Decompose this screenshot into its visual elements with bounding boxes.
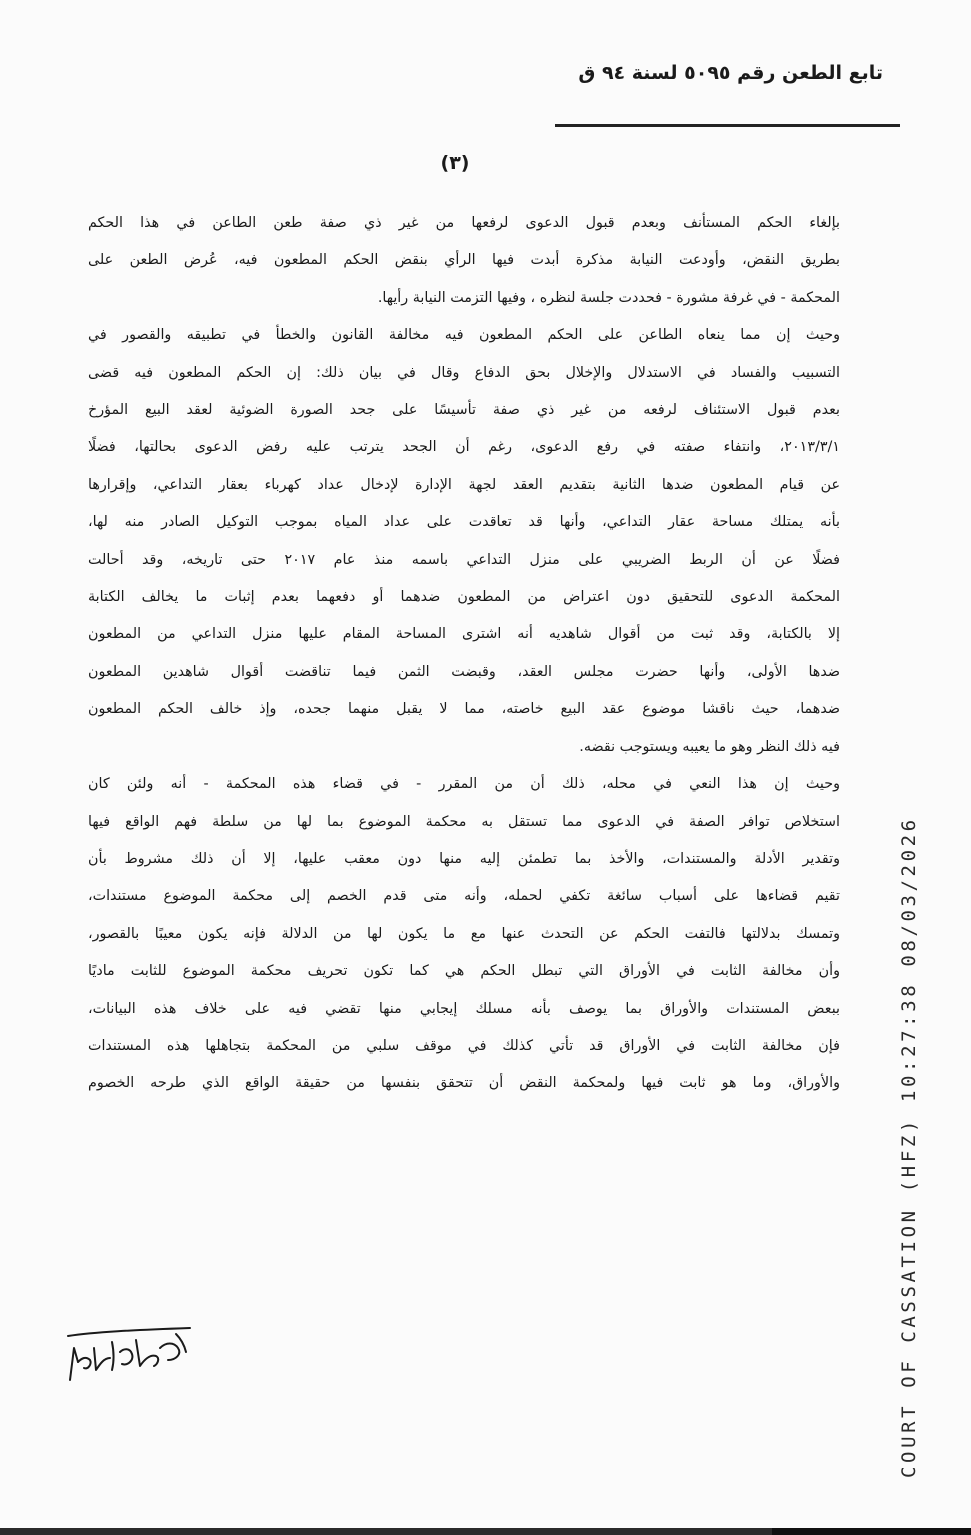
text-line: وأن مخالفة الثابت في الأوراق التي تبطل الحكم هي كما تكون تحريف محكمة الموضوع للثابت ماديًا (88, 963, 840, 980)
text-line: فإن مخالفة الثابت في الأوراق قد تأتي كذلك في موقف سلبي من المحكمة بتجاهلها هذه المستندات (88, 1037, 840, 1054)
text-line: ضدها الأولى، وأنها حضرت مجلس العقد، وقبضت الثمن فيما تناقضت أقوال شاهدين المطعون (88, 663, 840, 680)
text-line: فضلًا عن أن الربط الضريبي على منزل التداعي باسمه منذ عام ٢٠١٧ حتى تاريخه، وقد أحالت (88, 551, 840, 568)
text-line: ببعض المستندات والأوراق بما يوصف بأنه مسلك إيجابي منها تقضي فيه على خلاف هذه البيانات، (88, 1000, 840, 1017)
header-underline (555, 124, 900, 127)
text-line: وتقدير الأدلة والمستندات، والأخذ بما تطمئن إليه منها دون معقب عليها، إلا أن ذلك مشروط بأن (88, 850, 840, 867)
bottom-edge-bar (0, 1528, 971, 1535)
text-line: وحيث إن مما ينعاه الطاعن على الحكم المطعون فيه مخالفة القانون والخطأ في تطبيقه والقصور في (88, 327, 840, 344)
page-number: (٣) (440, 152, 470, 174)
text-line: عن قيام المطعون ضدها الثانية بتقديم العقد لجهة الإدارة لإدخال عداد كهرباء بعقار التداعي، وإقرارها (88, 476, 840, 493)
text-line: المحكمة الدعوى للتحقيق دون اعتراض من المطعون ضدهما أو دفعهما بعدم إثبات ما يخالف الكتابة (88, 589, 840, 606)
text-line: التسبيب والفساد في الاستدلال والإخلال بحق الدفاع وقال في بيان ذلك: إن الحكم المطعون فيه قضى (88, 364, 840, 381)
text-line: فيه ذلك النظر وهو ما يعيبه ويستوجب نقضه. (579, 738, 840, 755)
case-reference-header: تابع الطعن رقم ٥٠٩٥ لسنة ٩٤ ق (578, 62, 883, 84)
text-line: بأنه يمتلك مساحة عقار التداعي، وأنها قد تعاقدت على عداد المياه بموجب التوكيل الصادر منه لها، (88, 514, 840, 531)
handwritten-signature (64, 1318, 194, 1388)
text-line: والأوراق، وما هو ثابت فيها ولمحكمة النقض أن تتحقق بنفسها من حقيقة الواقع الذي طرحه الخصوم (88, 1075, 840, 1092)
court-timestamp-stamp: COURT OF CASSATION (HFZ) 10:27:38 08/03/2026 (898, 816, 920, 1478)
text-line: بطريق النقض، وأودعت النيابة مذكرة أبدت فيها الرأي بنقض الحكم المطعون فيه، عُرض الطعن على (88, 252, 840, 269)
text-line: وحيث إن هذا النعي في محله، ذلك أن من المقرر - في قضاء هذه المحكمة - أنه ولئن كان (88, 776, 840, 793)
text-line: استخلاص توافر الصفة في الدعوى مما تستقل به محكمة الموضوع بما لها من سلطة فهم الواقع فيها (88, 813, 840, 830)
text-line: تقيم قضاءها على أسباب سائغة تكفي لحمله، وأنه متى قدم الخصم إلى محكمة الموضوع مستندات، (88, 888, 840, 905)
text-line: إلا بالكتابة، وقد ثبت من أقوال شاهديه أنه اشترى المساحة المقام عليها منزل التداعي من المطعون (88, 626, 840, 643)
text-line: وتمسك بدلالتها فالتفت الحكم عن التحدث عنها مع ما يكون لها من الدلالة فإنه يكون معيبًا بالقصور، (88, 925, 840, 942)
text-line: المحكمة - في غرفة مشورة - فحددت جلسة لنظره ، وفيها التزمت النيابة رأيها. (377, 289, 840, 306)
text-line: بعدم قبول الاستئناف لرفعه من غير ذي صفة تأسيسًا على جحد الصورة الضوئية لعقد البيع المؤرخ (88, 402, 840, 419)
judgment-body-text (88, 205, 840, 1103)
text-line: ٢٠١٣/٣/١، وانتفاء صفته في رفع الدعوى، رغم أن الجحد يترتب عليه رفض الدعوى بحالتها، فضلًا (88, 439, 840, 456)
text-line: بإلغاء الحكم المستأنف وبعدم قبول الدعوى لرفعها من غير ذي صفة طعن الطاعن في هذا الحكم (88, 215, 840, 231)
text-line: ضدهما، حيث ناقشا موضوع عقد البيع خاصته، مما لا يقبل منهما جحده، وإذ خالف الحكم المطعون (88, 701, 840, 718)
